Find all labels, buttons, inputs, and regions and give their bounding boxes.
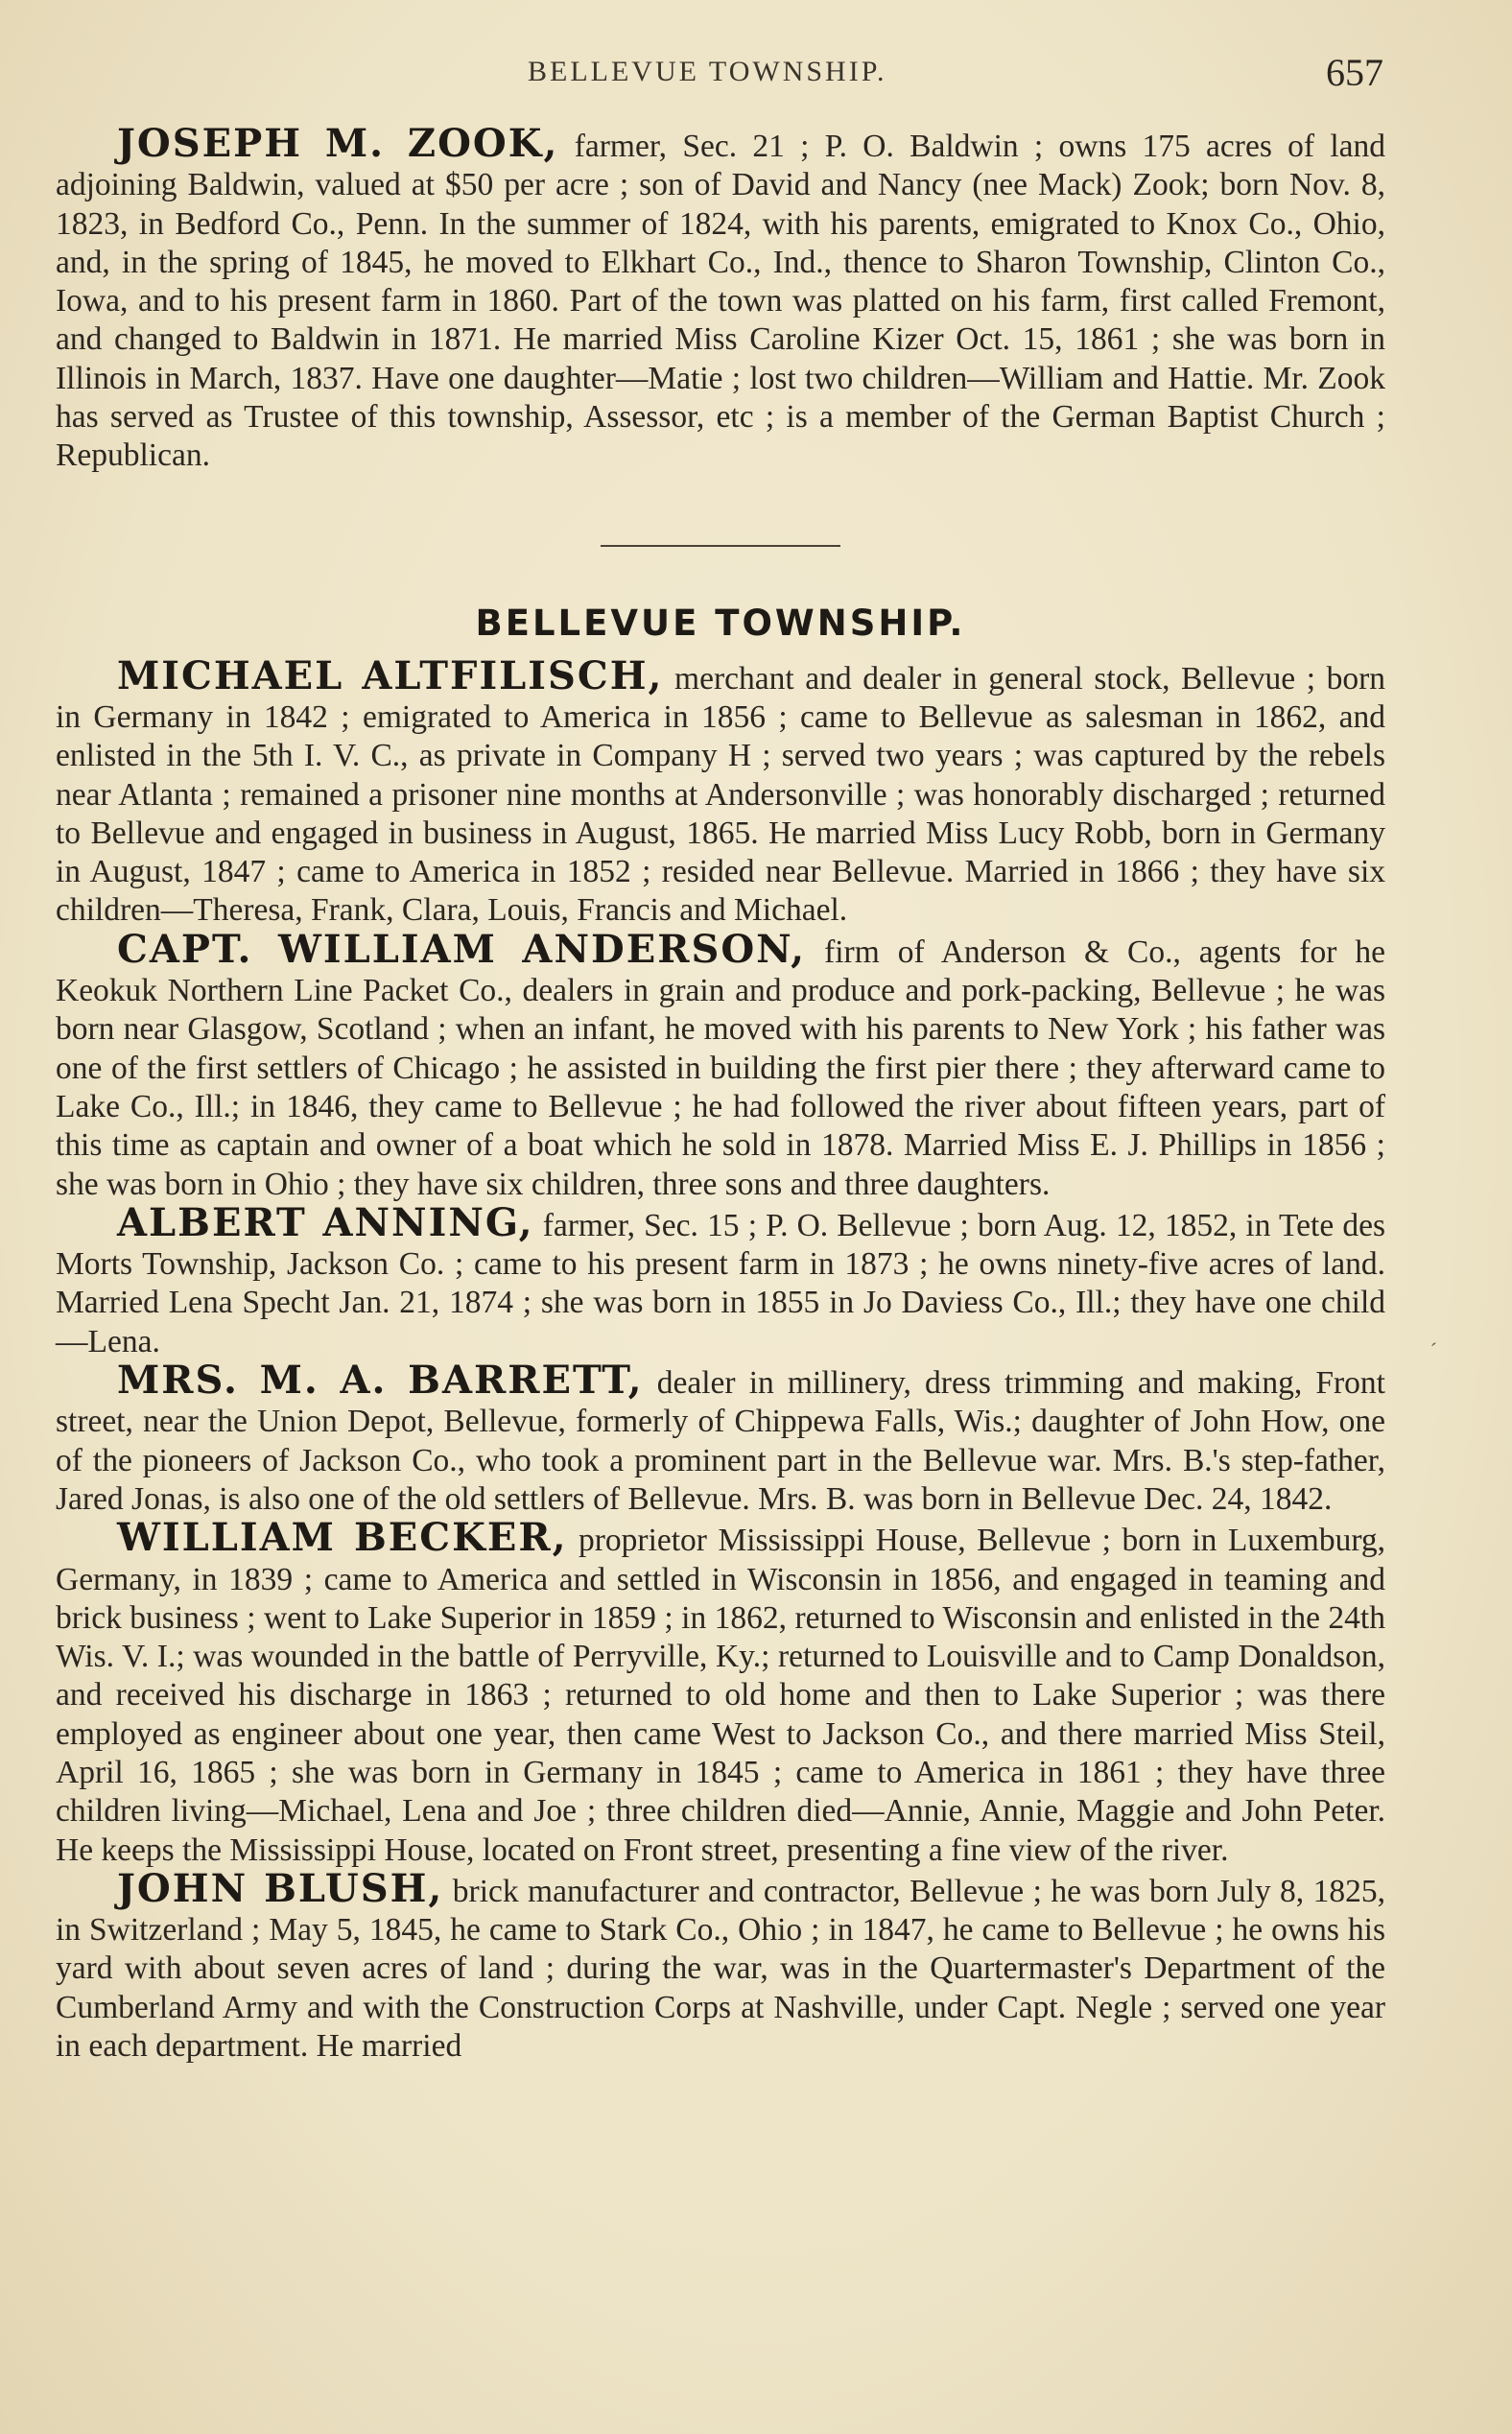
entry-name: JOHN BLUSH, [117, 1865, 444, 1911]
section-title: BELLEVUE TOWNSHIP. [475, 602, 966, 644]
section-divider [601, 545, 840, 547]
running-head: BELLEVUE TOWNSHIP. [528, 56, 887, 87]
entry-anderson [56, 926, 1385, 1204]
margin-mark: ´ [1429, 1338, 1437, 1362]
entry-altfilisch [56, 652, 1385, 931]
entry-text: proprietor Mississippi House, Bellevue ; born in Luxemburg, Germany, in 1839 ; came to America and settled in Wisconsin in 1856, and engaged in teaming and brick business ; went to Lake Superior in 1859 ; in 1862, returned to Wisconsin and enlisted in the 24th Wis. V. I.; was wounded in the battle of Perryville, Ky.; returned to Louisville and to Camp Donaldson, and received his discharge in 1863 ; returned to old home and then to Lake Superior ; was there employed as engineer about one year, then came West to Jackson Co., and there married Miss Steil, April 16, 1865 ; she was born in Germany in 1845 ; came to America in 1861 ; they have three children living—Michael, Lena and Joe ; three children died—Annie, Annie, Maggie and John Peter. He keeps the Mississippi House, located on Front street, presenting a fine view of the river. [56, 1523, 1385, 1868]
entry-name: MRS. M. A. BARRETT, [117, 1358, 644, 1404]
entry-blush [56, 1865, 1385, 2066]
entry-name: CAPT. WILLIAM ANDERSON, [117, 926, 807, 972]
page-number: 657 [1326, 51, 1383, 94]
entry-name: MICHAEL ALTFILISCH, [117, 652, 664, 698]
text-column [56, 121, 1386, 2066]
entry-text: merchant and dealer in general stock, Bellevue ; born in Germany in 1842 ; emigrated to America in 1856 ; came to Bellevue as salesman in 1862, and enlisted in the 5th I. V. C., as private in Company H ; served two years ; was captured by the rebels near Atlanta ; remained a prisoner nine months at Andersonville ; was honorably discharged ; returned to Bellevue and engaged in business in August, 1865. He married Miss Lucy Robb, born in Germany in August, 1847 ; came to America in 1852 ; resided near Bellevue. Married in 1866 ; they have six children—Theresa, Frank, Clara, Louis, Francis and Michael. [56, 660, 1385, 929]
entry-name: WILLIAM BECKER, [117, 1515, 568, 1561]
entry-name: JOSEPH M. ZOOK, [117, 121, 559, 166]
entry-zook [56, 121, 1385, 476]
entry-text: farmer, Sec. 21 ; P. O. Baldwin ; owns 175 acres of land adjoining Baldwin, valued at $50 per acre ; son of David and Nancy (nee Mack) Zook; born Nov. 8, 1823, in Bedford Co., Penn. In the summer of 1824, with his parents, emigrated to Knox Co., Ohio, and, in the spring of 1845, he moved to Elkhart Co., Ind., thence to Sharon Township, Clinton Co., Iowa, and to his present farm in 1860. Part of the town was platted on his farm, first called Fremont, and changed to Baldwin in 1871. He married Miss Caroline Kizer Oct. 15, 1861 ; she was born in Illinois in March, 1837. Have one daughter—Matie ; lost two children—William and Hattie. Mr. Zook has served as Trustee of this township, Assessor, etc ; is a member of the German Baptist Church ; Republican. [56, 129, 1385, 474]
entry-becker [56, 1515, 1385, 1870]
entry-text: farmer, Sec. 15 ; P. O. Bellevue ; born Aug. 12, 1852, in Tete des Morts Township, Jackson Co. ; came to his present farm in 1873 ; he owns ninety-five acres of land. Married Lena Specht Jan. 21, 1874 ; she was born in 1855 in Jo Daviess Co., Ill.; they have one child—Lena. [56, 1207, 1386, 1359]
entry-name: ALBERT ANNING, [117, 1199, 534, 1245]
entry-text: brick manufacturer and contractor, Bellevue ; he was born July 8, 1825, in Switzerland ; May 5, 1845, he came to Stark Co., Ohio ; in 1847, he came to Bellevue ; he owns his yard with about seven acres of land ; during the war, was in the Quartermaster's Department of the Cumberland Army and with the Construction Corps at Nashville, under Capt. Negle ; served one year in each department. He married [56, 1873, 1385, 2065]
entry-barrett [56, 1358, 1385, 1519]
entry-anning [56, 1199, 1386, 1361]
entry-text: dealer in millinery, dress trimming and making, Front street, near the Union Depot, Bellevue, formerly of Chippewa Falls, Wis.; daughter of John How, one of the pioneers of Jackson Co., who took a prominent part in the Bellevue war. Mrs. B.'s step-father, Jared Jonas, is also one of the old settlers of Bellevue. Mrs. B. was born in Bellevue Dec. 24, 1842. [56, 1365, 1385, 1517]
entry-text: firm of Anderson & Co., agents for he Keokuk Northern Line Packet Co., dealers in grain and produce and pork-packing, Bellevue ; he was born near Glasgow, Scotland ; when an infant, he moved with his parents to New York ; his father was one of the first settlers of Chicago ; he assisted in building the first pier there ; they afterward came to Lake Co., Ill.; in 1846, they came to Bellevue ; he had followed the river about fifteen years, part of this time as captain and owner of a boat which he sold in 1878. Married Miss E. J. Phillips in 1856 ; she was born in Ohio ; they have six children, three sons and three daughters. [56, 933, 1385, 1202]
